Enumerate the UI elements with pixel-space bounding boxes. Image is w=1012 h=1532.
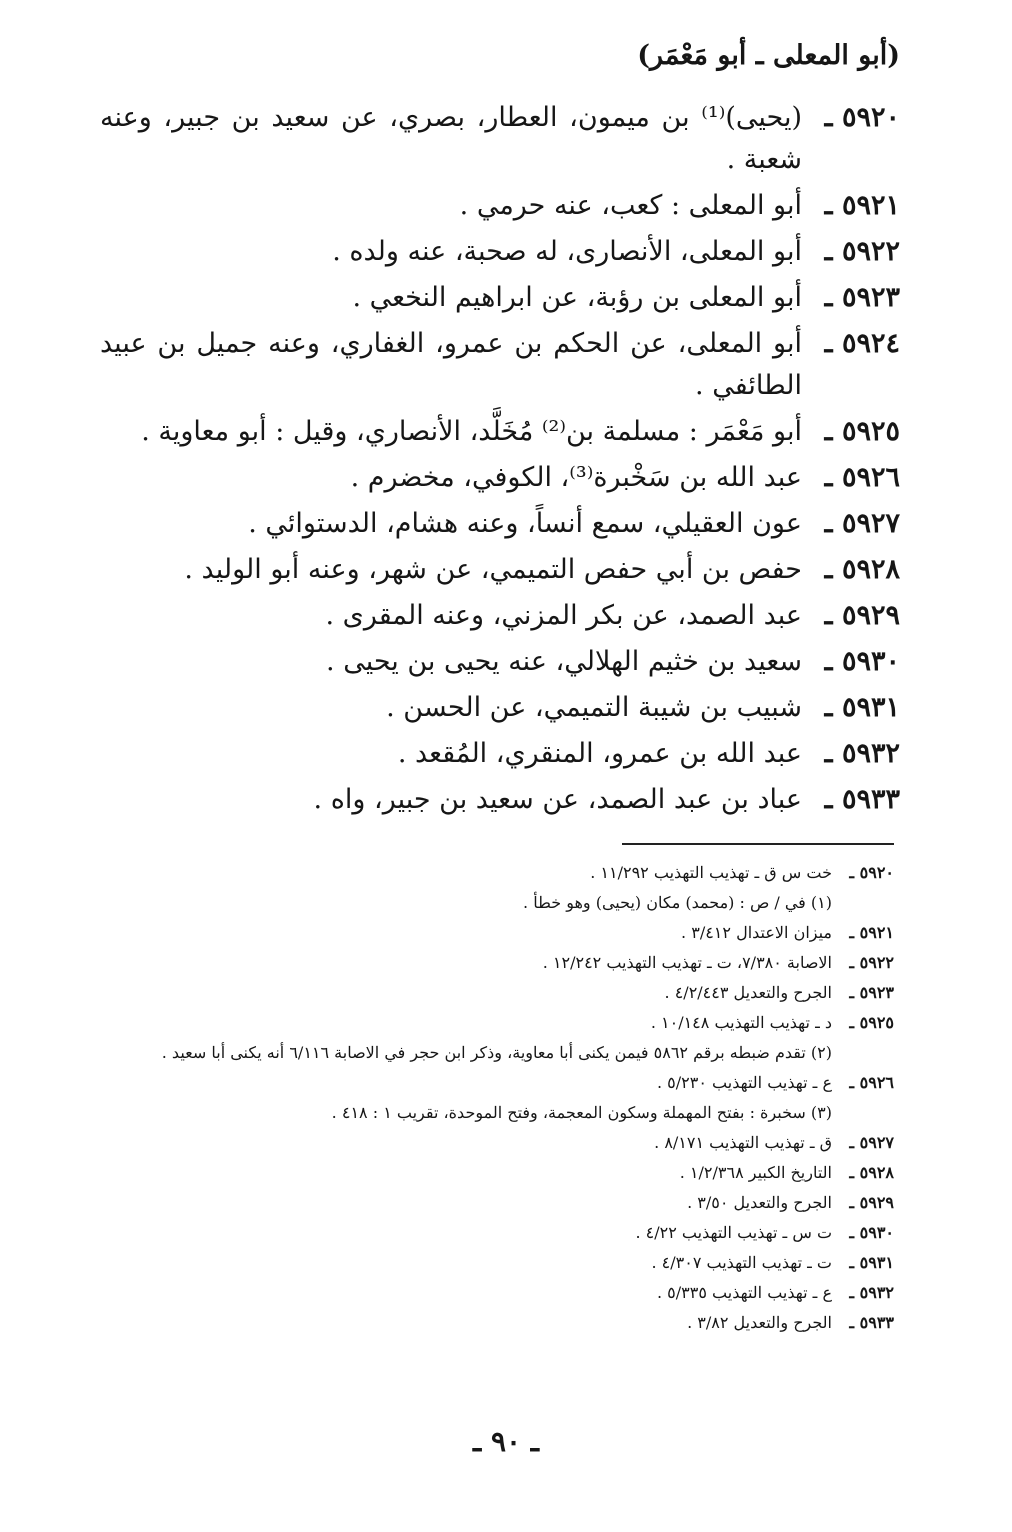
footnote-entry-number: ٥٩٢٣ ـ <box>849 983 894 1002</box>
entry-text: شبيب بن شيبة التميمي، عن الحسن . <box>386 692 802 723</box>
entry-5930 <box>100 641 900 683</box>
entry-text: عباد بن عبد الصمد، عن سعيد بن جبير، واه . <box>313 784 802 815</box>
entry-number: ٥٩٣٠ ـ <box>824 646 900 677</box>
footnote-entry-number: ٥٩٢٢ ـ <box>849 953 894 972</box>
footnote-text: د ـ تهذيب التهذيب ١٠/١٤٨ . <box>650 1013 832 1032</box>
footnote-row <box>99 918 894 948</box>
entry-number: ٥٩٣٢ ـ <box>824 738 900 769</box>
entry-text: سعيد بن خثيم الهلالي، عنه يحيى بن يحيى . <box>326 646 802 677</box>
footnote-row <box>99 948 894 978</box>
footnote-row <box>99 1218 894 1248</box>
entry-number: ٥٩٢٤ ـ <box>824 328 900 359</box>
footnote-text: خت س ق ـ تهذيب التهذيب ١١/٢٩٢ . <box>590 863 832 882</box>
entry-text: عون العقيلي، سمع أنساً، وعنه هشام، الدستوائي . <box>248 508 802 539</box>
entry-text: أبو المعلى، الأنصارى، له صحبة، عنه ولده . <box>332 236 802 267</box>
footnote-text: الجرح والتعديل ٣/٥٠ . <box>687 1193 832 1212</box>
entry-5925 <box>100 411 900 453</box>
entry-text: أبو المعلى : كعب، عنه حرمي . <box>459 190 802 221</box>
footnote-divider <box>622 843 894 845</box>
footnote-text: ق ـ تهذيب التهذيب ٨/١٧١ . <box>654 1133 832 1152</box>
running-header: (أبو المعلى ـ أبو مَعْمَر) <box>637 40 900 71</box>
footnote-entry-number: ٥٩٢٨ ـ <box>849 1163 894 1182</box>
footnote-row <box>99 1278 894 1308</box>
footnote-row <box>99 1038 894 1068</box>
footnote-entry-number: ٥٩٢٠ ـ <box>849 863 894 882</box>
entry-5920 <box>100 97 900 181</box>
entry-text: أبو المعلى بن رؤبة، عن ابراهيم النخعي . <box>352 282 802 313</box>
entry-5931 <box>100 687 900 729</box>
footnote-entry-number: ٥٩٣٣ ـ <box>849 1313 894 1332</box>
entry-number: ٥٩٢٢ ـ <box>824 236 900 267</box>
entry-text: عبد الصمد، عن بكر المزني، وعنه المقرى . <box>325 600 802 631</box>
entry-5932 <box>100 733 900 775</box>
footnote-row <box>99 1128 894 1158</box>
entry-5924 <box>100 323 900 407</box>
entry-text: أبو مَعْمَر : مسلمة بن⁽²⁾ مُخَلَّد، الأنصاري، وقيل : أبو معاوية . <box>141 416 802 447</box>
entry-text: عبد الله بن سَخْبرة⁽³⁾، الكوفي، مخضرم . <box>350 462 802 493</box>
entries-list <box>100 97 900 825</box>
entry-text: حفص بن أبي حفص التميمي، عن شهر، وعنه أبو الوليد . <box>184 554 802 585</box>
entry-5923 <box>100 277 900 319</box>
footnote-row <box>99 1158 894 1188</box>
footnote-text: ع ـ تهذيب التهذيب ٥/٢٣٠ . <box>657 1073 832 1092</box>
footnote-text: (٢) تقدم ضبطه برقم ٥٨٦٢ فيمن يكنى أبا معاوية، وذكر ابن حجر في الاصابة ٦/١١٦ أنه يكنى أبا سعيد . <box>161 1043 832 1062</box>
entry-number: ٥٩٢٣ ـ <box>824 282 900 313</box>
footnote-row <box>99 1308 894 1338</box>
footnote-entry-number: ٥٩٢٧ ـ <box>849 1133 894 1152</box>
entry-number: ٥٩٢٦ ـ <box>824 462 900 493</box>
entry-5933 <box>100 779 900 821</box>
footnote-text: (١) في / ص : (محمد) مكان (يحيى) وهو خطأ . <box>523 893 832 912</box>
footnote-entry-number: ٥٩٢٥ ـ <box>849 1013 894 1032</box>
footnote-entry-number: ٥٩٢١ ـ <box>849 923 894 942</box>
footnote-entry-number: ٥٩٣٢ ـ <box>849 1283 894 1302</box>
footnote-row <box>99 1068 894 1098</box>
entry-5921 <box>100 185 900 227</box>
footnote-entry-number: ٥٩٣٠ ـ <box>849 1223 894 1242</box>
entry-number: ٥٩٢٩ ـ <box>824 600 900 631</box>
entry-number: ٥٩٢٥ ـ <box>824 416 900 447</box>
footnote-row <box>99 858 894 888</box>
footnote-row <box>99 1248 894 1278</box>
footnote-text: ميزان الاعتدال ٣/٤١٢ . <box>681 923 832 942</box>
page-number: ـ ٩٠ ـ <box>473 1425 539 1458</box>
entry-number: ٥٩٢٨ ـ <box>824 554 900 585</box>
footnote-text: التاريخ الكبير ١/٢/٣٦٨ . <box>679 1163 832 1182</box>
footnote-row <box>99 888 894 918</box>
entry-text: (يحيى)⁽¹⁾ بن ميمون، العطار، بصري، عن سعيد بن جبير، وعنه شعبة . <box>100 102 802 175</box>
footnote-entry-number: ٥٩٢٩ ـ <box>849 1193 894 1212</box>
footnote-text: الاصابة ٧/٣٨٠، ت ـ تهذيب التهذيب ١٢/٢٤٢ . <box>542 953 832 972</box>
footnote-text: ت ـ تهذيب التهذيب ٤/٣٠٧ . <box>651 1253 832 1272</box>
entry-5929 <box>100 595 900 637</box>
entry-number: ٥٩٢٠ ـ <box>824 102 900 133</box>
footnote-text: ع ـ تهذيب التهذيب ٥/٣٣٥ . <box>657 1283 832 1302</box>
footnote-text: الجرح والتعديل ٣/٨٢ . <box>687 1313 832 1332</box>
footnote-row <box>99 1008 894 1038</box>
entry-5928 <box>100 549 900 591</box>
footnote-row <box>99 1188 894 1218</box>
footnote-entry-number: ٥٩٣١ ـ <box>849 1253 894 1272</box>
footnote-row <box>99 1098 894 1128</box>
entry-5922 <box>100 231 900 273</box>
footnote-entry-number: ٥٩٢٦ ـ <box>849 1073 894 1092</box>
entry-5927 <box>100 503 900 545</box>
footnote-text: ت س ـ تهذيب التهذيب ٤/٢٢ . <box>635 1223 832 1242</box>
footnotes-list <box>99 858 894 1338</box>
footnote-text: (٣) سخبرة : بفتح المهملة وسكون المعجمة، وفتح الموحدة، تقريب ١ : ٤١٨ . <box>331 1103 832 1122</box>
entry-text: أبو المعلى، عن الحكم بن عمرو، الغفاري، وعنه جميل بن عبيد الطائفي . <box>100 328 802 401</box>
entry-number: ٥٩٣١ ـ <box>824 692 900 723</box>
footnote-text: الجرح والتعديل ٤/٢/٤٤٣ . <box>664 983 832 1002</box>
footnote-row <box>99 978 894 1008</box>
entry-text: عبد الله بن عمرو، المنقري، المُقعد . <box>397 738 802 769</box>
entry-number: ٥٩٢١ ـ <box>824 190 900 221</box>
entry-5926 <box>100 457 900 499</box>
entry-number: ٥٩٣٣ ـ <box>824 784 900 815</box>
entry-number: ٥٩٢٧ ـ <box>824 508 900 539</box>
